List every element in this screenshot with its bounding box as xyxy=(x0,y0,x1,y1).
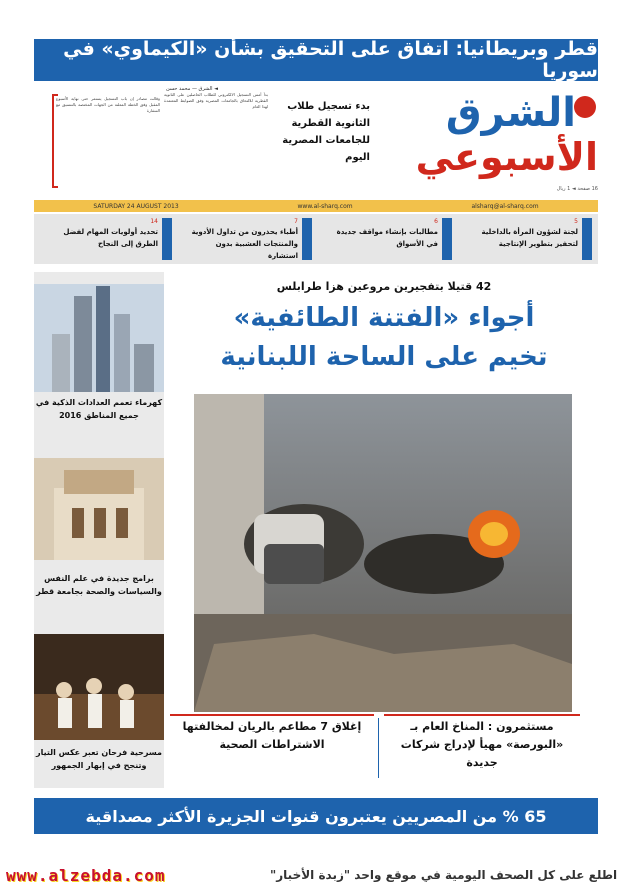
news-strip-item[interactable] xyxy=(182,216,314,262)
news-tag xyxy=(442,218,452,260)
news-strip-text: تحديد أولويات المهام لفضل الطرق إلى النجاح xyxy=(63,228,158,248)
bottom-story-left[interactable]: إغلاق 7 مطاعم بالريان لمخالفتها الاشتراطات الصحية xyxy=(182,720,362,751)
side-story-caption[interactable]: كهرماء تعمم العدادات الذكية في جميع المناطق 2016 xyxy=(35,398,163,420)
news-page-number: 7 xyxy=(294,218,298,225)
price-info: 16 صفحة ◄ 1 ريال xyxy=(556,186,598,192)
news-tag xyxy=(582,218,592,260)
side-story-caption[interactable]: برامج جديدة في علم النفس والسياسات والصحة بجامعة قطر xyxy=(36,574,162,596)
side-story-caption[interactable]: مسرحية فرحان تعبر عكس التيار وتنجح في إبهار الجمهور xyxy=(36,748,162,770)
bottom-story-right[interactable]: مستثمرون : المناخ العام بـ «البورصة» مهيأ لإدراج شركات جديدة xyxy=(400,720,564,769)
news-page-number: 14 xyxy=(150,218,158,225)
masthead-teaser-title[interactable]: بدء تسجيل طلاب الثانوية القطرية للجامعات المصرية اليوم xyxy=(282,101,370,163)
main-story-kicker[interactable]: 42 قتيلا بتفجيرين مروعين هزا طرابلس xyxy=(276,280,492,293)
masthead-teaser-body: بدأ أمس التسجيل الالكتروني للطلاب الحاصلين على الثانوية القطرية للالتحاق بالجامعات المصرية وفق الضوابط المعتمدة لهذا العام xyxy=(164,92,268,109)
divider-line xyxy=(170,714,374,716)
column-label: ◄ الشرق — محمد حسن xyxy=(166,86,218,92)
news-strip-item[interactable] xyxy=(462,216,594,262)
decorative-bracket xyxy=(52,94,58,188)
footer-text: اطلع على كل الصحف اليومية في موقع واحد "زبدة الأخبار" xyxy=(270,868,618,882)
university-photo[interactable] xyxy=(34,458,164,560)
bottom-headline-banner[interactable]: 65 % من المصريين يعتبرون قنوات الجزيرة الأكثر مصداقية xyxy=(34,798,598,834)
news-strip xyxy=(34,214,598,264)
main-headline-line1[interactable]: أجواء «الفتنة الطائفية» xyxy=(233,303,535,333)
main-headline-line2[interactable]: تخيم على الساحة اللبنانية xyxy=(220,342,548,372)
footer-website-link[interactable]: www.alzebda.com xyxy=(6,866,166,885)
news-strip-item[interactable] xyxy=(42,216,174,262)
news-strip-text: مطالبات بإنشاء مواقف جديدة في الأسواق xyxy=(336,228,438,248)
footer xyxy=(0,856,632,894)
news-tag xyxy=(162,218,172,260)
news-page-number: 6 xyxy=(434,218,438,225)
theater-photo[interactable] xyxy=(34,634,164,740)
logo-text-line2: الأسبوعي xyxy=(415,135,598,179)
strip-website[interactable]: www.al-sharq.com xyxy=(297,202,353,210)
explosion-scene-photo[interactable] xyxy=(194,394,572,712)
news-strip-text: لجنة لشؤون المرأة بالداخلية لتحفيز بتطوير الإنتاجية xyxy=(481,228,578,248)
website-strip xyxy=(34,200,598,212)
strip-date: SATURDAY 24 AUGUST 2013 xyxy=(93,202,179,210)
story-divider xyxy=(378,718,379,778)
news-strip-text: أطباء يحذرون من تداول الأدوية والمنتجات العشبية بدون استشارة xyxy=(191,228,298,260)
masthead xyxy=(34,86,598,198)
divider-line xyxy=(384,714,580,716)
news-strip-item[interactable] xyxy=(322,216,454,262)
news-page-number: 5 xyxy=(574,218,578,225)
strip-email[interactable]: alsharq@al-sharq.com xyxy=(471,202,539,210)
sun-emblem-icon xyxy=(574,96,596,118)
logo[interactable] xyxy=(415,90,598,194)
top-headline-banner[interactable]: قطر وبريطانيا: اتفاق على التحقيق بشأن «الكيماوي» في سوريا xyxy=(34,39,598,81)
masthead-teaser-body-2: وقالت مصادر إن باب التسجيل يستمر حتى نهاية الأسبوع المقبل وفق الخطة المعلنة من الجهات المختصة بالتنسيق مع السفارة xyxy=(56,96,160,113)
skyline-photo[interactable] xyxy=(34,284,164,392)
news-tag xyxy=(302,218,312,260)
logo-text-line1: الشرق xyxy=(445,90,576,136)
